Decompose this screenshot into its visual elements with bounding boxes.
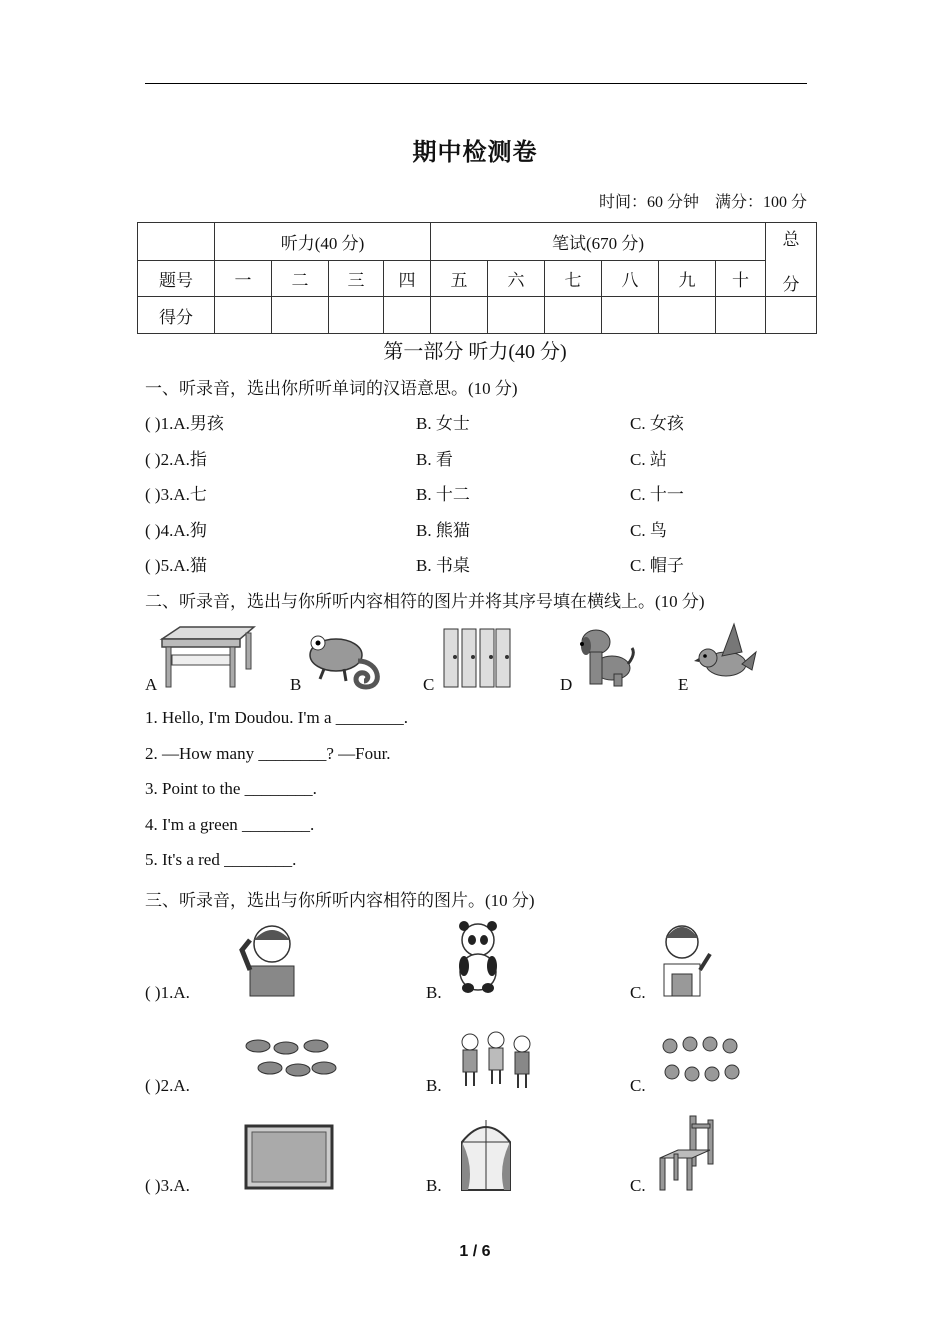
s1-q5-a: ( )5.A.猫 (145, 556, 207, 575)
section3-instruction: 三、听录音，选出与你所听内容相符的图片。(10 分) (145, 891, 535, 910)
section2-instruction: 二、听录音，选出与你所听内容相符的图片并将其序号填在横线上。(10 分) (145, 592, 705, 611)
score-cell[interactable] (488, 297, 545, 334)
s3-q1-a: ( )1.A. (145, 983, 190, 1002)
score-cell[interactable] (272, 297, 329, 334)
score-cell[interactable] (545, 297, 602, 334)
s3-q1-b: B. (426, 983, 442, 1002)
full-score: 满分：100 分 (714, 194, 807, 211)
score-cell[interactable] (431, 297, 488, 334)
children-group-picture (456, 1030, 538, 1090)
girl-picture (658, 918, 716, 998)
doors-picture (442, 627, 512, 689)
s3-q3-c: C. (630, 1176, 646, 1195)
chair-picture (656, 1114, 714, 1194)
num-cell: 三 (329, 261, 384, 297)
header-rule (145, 83, 807, 84)
score-cell[interactable] (716, 297, 766, 334)
s2-sentence-2: 2. —How many ________? —Four. (145, 744, 391, 763)
panda-picture (452, 920, 504, 994)
exam-meta (599, 189, 807, 212)
s1-q5-c: C. 帽子 (630, 556, 684, 575)
s1-q1-a: ( )1.A.男孩 (145, 414, 224, 433)
corner-cell (138, 223, 215, 261)
pic-label-a: A (145, 675, 158, 694)
s3-q1-c: C. (630, 983, 646, 1002)
score-cell[interactable] (602, 297, 659, 334)
score-cell[interactable] (215, 297, 272, 334)
s2-sentence-1: 1. Hello, I'm Doudou. I'm a ________. (145, 708, 408, 727)
score-table (137, 222, 817, 334)
s1-q1-b: B. 女士 (416, 414, 470, 433)
score-cell[interactable] (384, 297, 431, 334)
num-cell: 六 (488, 261, 545, 297)
row-number-label: 题号 (138, 261, 215, 297)
num-cell: 九 (659, 261, 716, 297)
s1-q2-b: B. 看 (416, 450, 453, 469)
part-one-title: 第一部分 听力(40 分) (383, 341, 567, 363)
s1-q5-b: B. 书桌 (416, 556, 470, 575)
s3-q2-a: ( )2.A. (145, 1076, 190, 1095)
score-cell[interactable] (766, 297, 817, 334)
s1-q3-a: ( )3.A.七 (145, 485, 207, 504)
total-header (766, 223, 817, 297)
listening-header: 听力(40 分) (215, 223, 431, 261)
num-cell: 八 (602, 261, 659, 297)
pic-label-b: B (290, 675, 302, 694)
window-picture (458, 1116, 514, 1192)
total-char-2: 分 (782, 274, 800, 294)
num-cell: 七 (545, 261, 602, 297)
dog-picture (574, 624, 636, 688)
s3-q2-c: C. (630, 1076, 646, 1095)
pic-label-e: E (678, 675, 689, 694)
s1-q4-b: B. 熊猫 (416, 521, 470, 540)
chameleon-picture (304, 625, 386, 691)
s3-q3-a: ( )3.A. (145, 1176, 190, 1195)
bird-picture (694, 622, 758, 686)
section1-instruction: 一、听录音，选出你所听单词的汉语意思。(10 分) (145, 379, 518, 398)
boy-picture (236, 920, 308, 998)
total-char-1: 总 (782, 229, 800, 249)
s2-sentence-3: 3. Point to the ________. (145, 779, 317, 798)
s1-q4-a: ( )4.A.狗 (145, 521, 207, 540)
s2-sentence-4: 4. I'm a green ________. (145, 815, 315, 834)
birds-group-picture (240, 1032, 338, 1086)
s3-q3-b: B. (426, 1176, 442, 1195)
num-cell: 二 (272, 261, 329, 297)
s1-q4-c: C. 鸟 (630, 521, 667, 540)
s1-q3-c: C. 十一 (630, 485, 684, 504)
time-limit: 时间：60 分钟 (598, 194, 699, 211)
score-cell[interactable] (659, 297, 716, 334)
num-cell: 十 (716, 261, 766, 297)
s1-q2-c: C. 站 (630, 450, 667, 469)
s1-q3-b: B. 十二 (416, 485, 470, 504)
page-title: 期中检测卷 (412, 140, 538, 166)
writing-header: 笔试(670 分) (431, 223, 766, 261)
s1-q2-a: ( )2.A.指 (145, 450, 207, 469)
score-cell[interactable] (329, 297, 384, 334)
s2-sentence-5: 5. It's a red ________. (145, 850, 297, 869)
pic-label-d: D (560, 675, 573, 694)
pic-label-c: C (423, 675, 435, 694)
desk-picture (158, 625, 256, 689)
page-number: 1 / 6 (459, 1243, 491, 1260)
num-cell: 一 (215, 261, 272, 297)
dogs-group-picture (660, 1034, 742, 1090)
num-cell: 五 (431, 261, 488, 297)
blackboard-picture (244, 1124, 334, 1190)
row-score-label: 得分 (138, 297, 215, 334)
s1-q1-c: C. 女孩 (630, 414, 684, 433)
s3-q2-b: B. (426, 1076, 442, 1095)
num-cell: 四 (384, 261, 431, 297)
